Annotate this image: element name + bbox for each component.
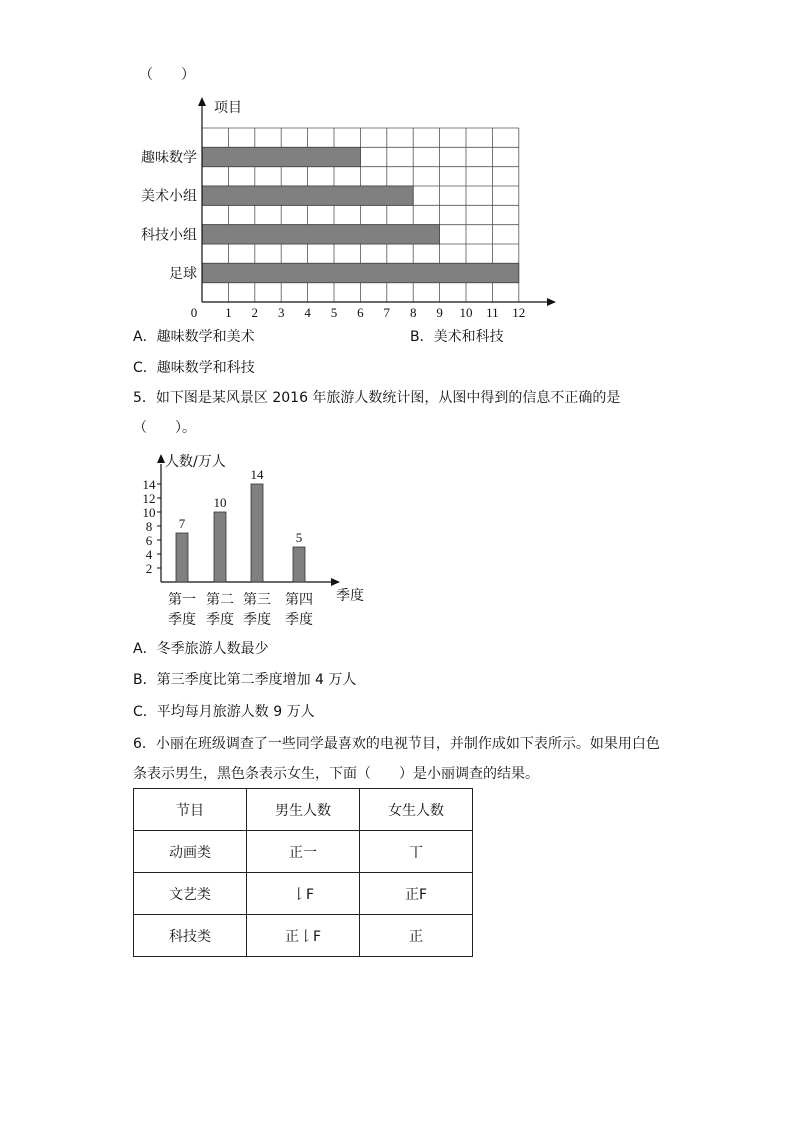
q6-survey-table xyxy=(133,788,473,957)
x-tick-label: 12 xyxy=(512,305,526,320)
table-cell-girls-tally: 丅 xyxy=(360,831,473,873)
category-label: 季度 xyxy=(206,612,234,628)
table-header-cell: 女生人数 xyxy=(360,789,473,831)
q4-answer-blank: （ ） xyxy=(139,67,195,83)
y-tick-label: 6 xyxy=(145,533,153,548)
x-axis-label: 季度 xyxy=(336,588,364,604)
q5-option-a: A．冬季旅游人数最少 xyxy=(133,641,269,657)
x-tick-label: 4 xyxy=(304,305,311,320)
bar xyxy=(202,186,413,205)
q6-stem-line2: 条表示男生，黑色条表示女生，下面（ ）是小丽调查的结果。 xyxy=(133,766,539,782)
x-tick-label: 2 xyxy=(251,305,259,320)
category-label: 足球 xyxy=(169,266,197,282)
x-axis-arrow-icon xyxy=(331,578,340,586)
q4-option-c: C．趣味数学和科技 xyxy=(133,360,255,376)
data-label: 14 xyxy=(250,467,264,482)
x-tick-label: 9 xyxy=(436,305,443,320)
data-label: 10 xyxy=(213,495,227,510)
q4-option-b: B．美术和科技 xyxy=(410,329,504,345)
y-tick-label: 4 xyxy=(145,547,153,562)
table-cell-boys-tally: 𠄌F xyxy=(247,873,360,915)
category-label: 季度 xyxy=(168,612,196,628)
q4-bar-chart xyxy=(0,0,794,340)
category-label: 季度 xyxy=(285,612,313,628)
q4-option-a: A．趣味数学和美术 xyxy=(133,329,255,345)
table-header-row xyxy=(134,789,473,831)
category-label: 季度 xyxy=(243,612,271,628)
q5-option-c: C．平均每月旅游人数 9 万人 xyxy=(133,704,315,720)
x-tick-label: 6 xyxy=(357,305,364,320)
bar xyxy=(202,225,440,244)
y-tick-label: 14 xyxy=(142,477,156,492)
category-label: 第三 xyxy=(243,592,271,608)
x-tick-label: 5 xyxy=(330,305,338,320)
y-axis-arrow-icon xyxy=(157,454,165,463)
y-axis-label: 人数/万人 xyxy=(165,454,226,470)
x-axis-arrow-icon xyxy=(547,298,556,306)
bar xyxy=(251,484,263,582)
q5-stem-line1: 5．如下图是某风景区 2016 年旅游人数统计图，从图中得到的信息不正确的是 xyxy=(133,390,621,406)
table-cell-boys-tally: 正一 xyxy=(247,831,360,873)
data-label: 5 xyxy=(295,530,303,545)
category-label: 美术小组 xyxy=(141,188,197,205)
y-tick-label: 8 xyxy=(145,519,153,534)
category-label: 科技小组 xyxy=(141,227,197,244)
x-tick-label: 11 xyxy=(486,305,499,320)
q6-stem-line1: 6．小丽在班级调查了一些同学最喜欢的电视节目，并制作成如下表所示。如果用白色 xyxy=(133,736,660,752)
bar xyxy=(202,147,360,166)
y-tick-label: 12 xyxy=(142,491,156,506)
x-tick-label: 1 xyxy=(225,305,232,320)
q5-stem-line2: （ ）。 xyxy=(133,420,196,436)
table-cell-girls-tally: 正 xyxy=(360,915,473,957)
table-cell-program: 动画类 xyxy=(134,831,247,873)
category-label: 趣味数学 xyxy=(141,150,197,166)
bar xyxy=(214,512,226,582)
table-cell-girls-tally: 正F xyxy=(360,873,473,915)
bar xyxy=(202,263,519,282)
x-tick-label: 8 xyxy=(409,305,417,320)
table-row xyxy=(134,831,473,873)
table-cell-program: 文艺类 xyxy=(134,873,247,915)
y-tick-label: 10 xyxy=(142,505,156,520)
category-label: 第一 xyxy=(168,592,196,608)
table-cell-boys-tally: 正𠄌F xyxy=(247,915,360,957)
bar xyxy=(176,533,188,582)
category-label: 第四 xyxy=(285,592,313,608)
q5-option-b: B．第三季度比第二季度增加 4 万人 xyxy=(133,672,357,688)
x-tick-label: 3 xyxy=(277,305,285,320)
table-row xyxy=(134,915,473,957)
table-header-cell: 节目 xyxy=(134,789,247,831)
bar xyxy=(293,547,305,582)
y-axis-arrow-icon xyxy=(198,97,206,106)
table-row xyxy=(134,873,473,915)
x-tick-label: 10 xyxy=(459,305,473,320)
x-tick-label: 0 xyxy=(190,305,198,320)
table-cell-program: 科技类 xyxy=(134,915,247,957)
y-axis-label: 项目 xyxy=(214,100,242,116)
x-tick-label: 7 xyxy=(383,305,391,320)
data-label: 7 xyxy=(178,516,186,531)
y-tick-label: 2 xyxy=(145,561,153,576)
table-header-cell: 男生人数 xyxy=(247,789,360,831)
category-label: 第二 xyxy=(206,592,234,608)
q5-bar-chart xyxy=(0,440,794,630)
